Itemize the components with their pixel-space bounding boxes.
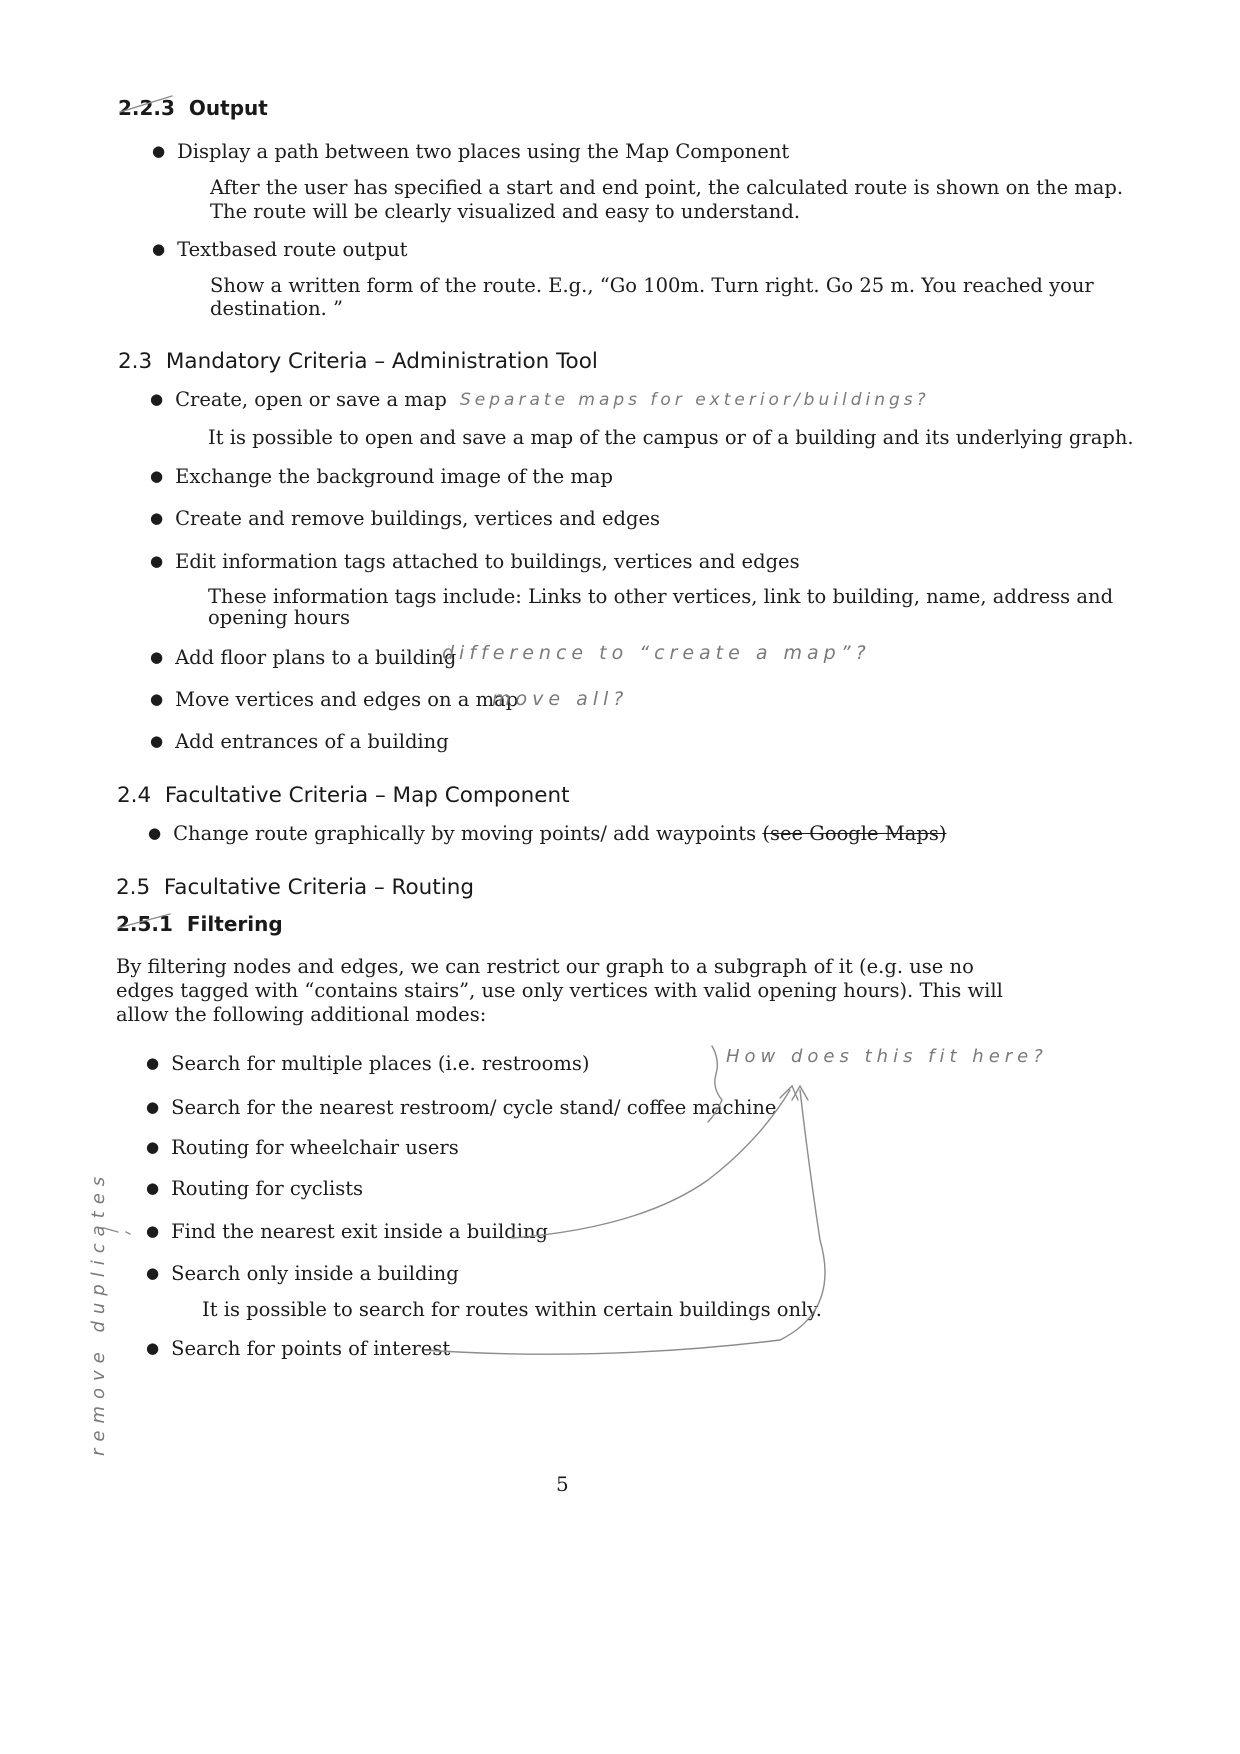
bullet: ● (150, 690, 164, 708)
bullet: ● (150, 552, 164, 570)
section-title: Facultative Criteria – Routing (163, 875, 474, 900)
bullet: ● (150, 509, 164, 527)
struck-text: (see Google Maps) (762, 822, 947, 845)
bullet: ● (146, 1222, 160, 1240)
item-description: opening hours (208, 606, 350, 629)
section-number: 2.3 (118, 349, 153, 374)
item-label: Add entrances of a building (175, 730, 449, 753)
item-label: Search for points of interest (171, 1337, 451, 1360)
item-label: Move vertices and edges on a map (175, 688, 519, 711)
item-description: The route will be clearly visualized and easy to understand. (210, 200, 801, 223)
page-number: 5 (556, 1472, 569, 1496)
item-description: destination. ” (210, 297, 344, 320)
brace-mark (708, 1046, 722, 1122)
item-description: It is possible to search for routes within certain buildings only. (202, 1298, 822, 1321)
handwritten-note: How does this fit here? (726, 1046, 1048, 1067)
strike-mark (118, 914, 170, 928)
bullet: ● (146, 1264, 160, 1282)
item-label: Search only inside a building (171, 1262, 459, 1285)
bullet: ● (152, 142, 166, 160)
bullet: ● (146, 1179, 160, 1197)
item-label: Change route graphically by moving points/ add waypoints (173, 822, 757, 845)
handwritten-note: difference to “create a map”? (442, 642, 871, 664)
item-label: Create and remove buildings, vertices and edges (175, 507, 661, 530)
section-number: 2.5 (116, 875, 151, 900)
item-label: Routing for wheelchair users (171, 1136, 459, 1159)
strike-mark (120, 96, 172, 112)
bullet: ● (150, 732, 164, 750)
section-number: 2.2.3 (118, 96, 175, 120)
item-label: Find the nearest exit inside a building (171, 1220, 549, 1243)
item-label: Textbased route output (177, 238, 408, 261)
item-label: Edit information tags attached to buildings, vertices and edges (175, 550, 800, 573)
bullet: ● (150, 467, 164, 485)
item-label: Add floor plans to a building (175, 646, 457, 669)
margin-mark (104, 1228, 118, 1232)
item-label: Routing for cyclists (171, 1177, 364, 1200)
item-label: Search for the nearest restroom/ cycle stand/ coffee machine (171, 1096, 777, 1119)
bullet: ● (146, 1138, 160, 1156)
section-number: 2.4 (117, 783, 152, 808)
section-title: Output (188, 96, 268, 120)
bullet: ● (152, 240, 166, 258)
handwritten-note: move all? (492, 688, 629, 710)
section-title: Facultative Criteria – Map Component (164, 783, 570, 808)
bullet: ● (148, 824, 162, 842)
item-label: Search for multiple places (i.e. restrooms) (171, 1052, 590, 1075)
section-title: Filtering (186, 912, 283, 936)
bullet: ● (146, 1098, 160, 1116)
arrow-line (424, 1090, 825, 1354)
item-description: These information tags include: Links to other vertices, link to building, name, address and (208, 585, 1114, 608)
margin-mark (126, 1232, 130, 1234)
item-description: After the user has specified a start and end point, the calculated route is shown on the map. (210, 176, 1124, 199)
handwritten-note: remove duplicates (88, 1169, 109, 1456)
bullet: ● (146, 1339, 160, 1357)
bullet: ● (150, 648, 164, 666)
item-label: Display a path between two places using the Map Component (177, 140, 790, 163)
filtering-paragraph: By filtering nodes and edges, we can restrict our graph to a subgraph of it (e.g. use no edges tagged with “contains stairs”, use only vertices with valid opening hours). This will allow the following additional modes: (116, 955, 1003, 1026)
bullet: ● (146, 1054, 160, 1072)
item-description: Show a written form of the route. E.g., “Go 100m. Turn right. Go 25 m. You reached your (210, 274, 1094, 297)
item-description: It is possible to open and save a map of the campus or of a building and its underlying graph. (208, 426, 1134, 449)
item-label: Create, open or save a map (175, 388, 447, 411)
item-label: Exchange the background image of the map (175, 465, 613, 488)
handwritten-note: Separate maps for exterior/buildings? (460, 390, 930, 410)
bullet: ● (150, 390, 164, 408)
arrow-line (512, 1090, 790, 1238)
section-number: 2.5.1 (116, 912, 173, 936)
section-title: Mandatory Criteria – Administration Tool (165, 349, 598, 374)
